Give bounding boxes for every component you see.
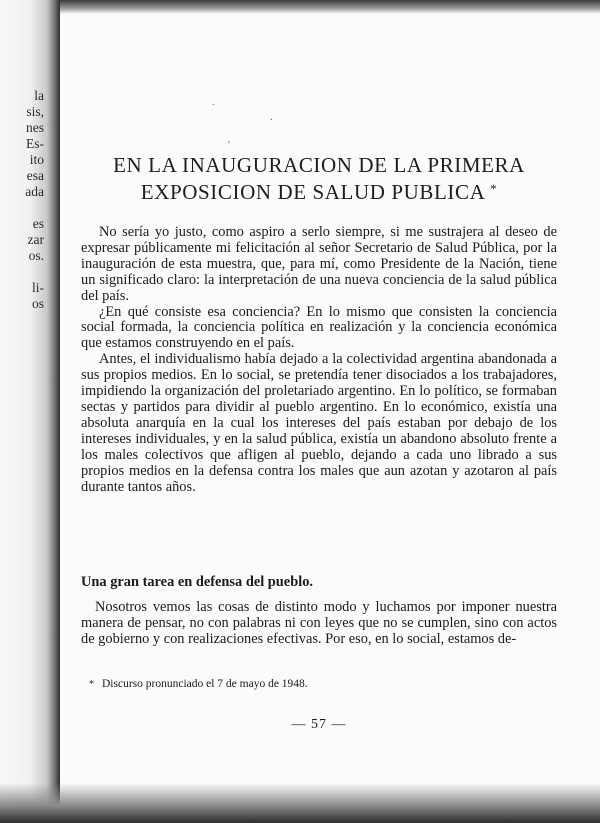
- paragraph: Antes, el individualismo había dejado a la colectividad argentina abandonada a sus propios medios. En lo social, se pretendía tener disociados a los trabajadores, impidiendo la organización del proletariado argentino. En lo político, se formaban sectas y partidos para dividir al pueblo argentino. En lo económico, existía una absoluta anarquía en la cual los intereses del país estaban por debajo de los intereses individuales, y en la salud pública, existía un abandono absoluto frente a los males colectivos que afligen al pueblo, dejando a cada uno librado a sus propios medios en la defensa contra los males que aun azotan y azotaron al país durante tantos años.: [81, 351, 557, 495]
- margin-fragment: li-: [32, 280, 44, 295]
- scan-speck: ': [228, 140, 230, 151]
- scan-top-edge: [0, 0, 600, 14]
- margin-fragment: ito: [29, 152, 44, 167]
- margin-fragment: ada: [25, 184, 44, 199]
- paragraph: Nosotros vemos las cosas de distinto modo y luchamos por imponer nuestra manera de pensar, no con palabras ni con leyes que no se cumplen, sino con actos de gobierno y con realizaciones efectivas. Por eso, en lo social, estamos de-: [81, 599, 557, 647]
- section-heading: Una gran tarea en defensa del pueblo.: [81, 574, 313, 590]
- footnote: [89, 677, 529, 692]
- margin-fragment: os: [31, 296, 44, 311]
- margin-fragment: es: [32, 216, 44, 231]
- scan-bottom-edge: [0, 783, 600, 823]
- title-footnote-marker: *: [490, 181, 498, 196]
- margin-fragment: esa: [26, 168, 44, 183]
- chapter-title-line-2: EXPOSICION DE SALUD PUBLICA *: [140, 180, 498, 204]
- scan-speck: .: [270, 112, 273, 123]
- margin-fragment: zar: [27, 232, 44, 247]
- margin-fragment: Es-: [26, 136, 44, 151]
- scan-speck: .: [212, 97, 215, 108]
- margin-fragment: os.: [28, 248, 44, 263]
- body-text: [81, 225, 557, 495]
- chapter-title-line-1: EN LA INAUGURACION DE LA PRIMERA: [113, 153, 525, 177]
- chapter-title: [81, 153, 557, 204]
- footnote-marker: *: [89, 679, 94, 690]
- body-text-continued: [81, 600, 557, 648]
- margin-fragment: la: [34, 88, 44, 103]
- page-number: — 57 —: [291, 717, 347, 732]
- previous-page-margin: [0, 88, 44, 312]
- margin-fragment: sis,: [26, 104, 44, 119]
- paragraph: No sería yo justo, como aspiro a serlo siempre, si me sustrajera al deseo de expresar públicamente mi felicitación al señor Secretario de Salud Pública, por la inauguración de esta muestra, que, para mí, como Presidente de la Nación, tiene un significado claro: la interpretación de una nueva conciencia de la salud pública del país.: [81, 224, 557, 304]
- footnote-text: Discurso pronunciado el 7 de mayo de 1948.: [102, 678, 308, 690]
- paragraph: ¿En qué consiste esa conciencia? En lo mismo que consisten la conciencia social formada, la conciencia política en realización y la conciencia económica que estamos construyendo en el país.: [81, 303, 557, 352]
- margin-fragment: nes: [26, 120, 44, 135]
